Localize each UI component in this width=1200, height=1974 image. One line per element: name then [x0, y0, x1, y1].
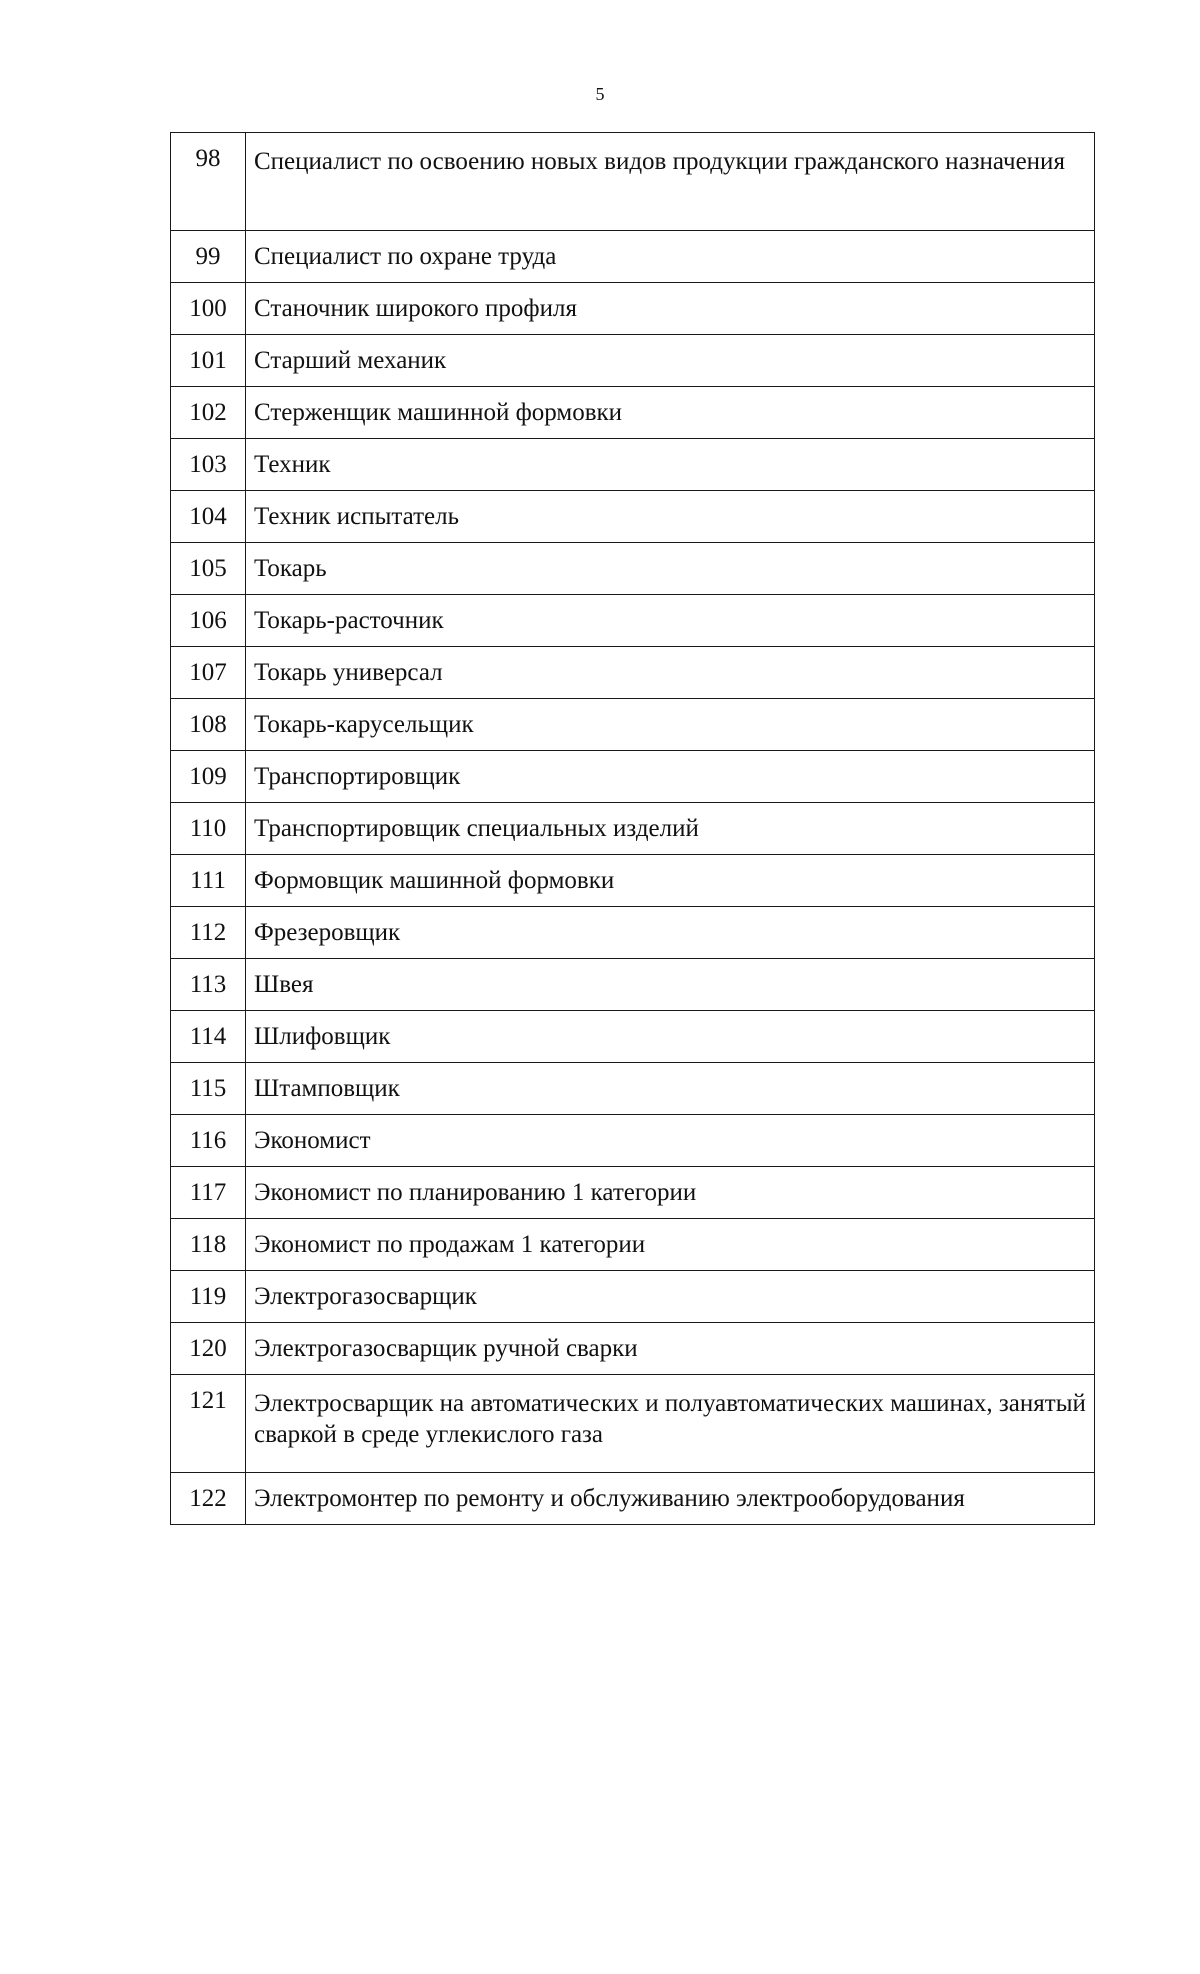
profession-name: Электросварщик на автоматических и полуавтоматических машинах, занятый сваркой в среде углекислого газа [246, 1375, 1095, 1473]
row-number: 102 [171, 387, 246, 439]
profession-name: Специалист по охране труда [246, 231, 1095, 283]
table-row [171, 231, 1095, 283]
profession-name: Электрогазосварщик ручной сварки [246, 1323, 1095, 1375]
row-number: 116 [171, 1115, 246, 1167]
table-row [171, 1011, 1095, 1063]
row-number: 110 [171, 803, 246, 855]
profession-name: Токарь-карусельщик [246, 699, 1095, 751]
table-row [171, 439, 1095, 491]
table-row [171, 1115, 1095, 1167]
profession-name: Специалист по освоению новых видов продукции гражданского назначения [246, 133, 1095, 231]
table-row [171, 133, 1095, 231]
profession-name: Стерженщик машинной формовки [246, 387, 1095, 439]
row-number: 117 [171, 1167, 246, 1219]
table-row [171, 1323, 1095, 1375]
profession-name: Токарь [246, 543, 1095, 595]
row-number: 109 [171, 751, 246, 803]
profession-name: Станочник широкого профиля [246, 283, 1095, 335]
table-row [171, 751, 1095, 803]
table-row [171, 699, 1095, 751]
row-number: 105 [171, 543, 246, 595]
row-number: 114 [171, 1011, 246, 1063]
table-row [171, 803, 1095, 855]
table-row [171, 1271, 1095, 1323]
row-number: 113 [171, 959, 246, 1011]
table-row [171, 959, 1095, 1011]
profession-name: Старший механик [246, 335, 1095, 387]
profession-name: Техник испытатель [246, 491, 1095, 543]
profession-name: Экономист [246, 1115, 1095, 1167]
profession-name: Швея [246, 959, 1095, 1011]
row-number: 108 [171, 699, 246, 751]
profession-name: Экономист по планированию 1 категории [246, 1167, 1095, 1219]
table-row [171, 283, 1095, 335]
profession-name: Электромонтер по ремонту и обслуживанию электрооборудования [246, 1473, 1095, 1525]
row-number: 104 [171, 491, 246, 543]
row-number: 112 [171, 907, 246, 959]
table-row [171, 335, 1095, 387]
table-row [171, 1219, 1095, 1271]
table-row [171, 491, 1095, 543]
row-number: 100 [171, 283, 246, 335]
row-number: 111 [171, 855, 246, 907]
row-number: 106 [171, 595, 246, 647]
profession-name: Шлифовщик [246, 1011, 1095, 1063]
row-number: 103 [171, 439, 246, 491]
profession-name: Токарь универсал [246, 647, 1095, 699]
table-row [171, 1063, 1095, 1115]
profession-name: Электрогазосварщик [246, 1271, 1095, 1323]
profession-name: Экономист по продажам 1 категории [246, 1219, 1095, 1271]
row-number: 122 [171, 1473, 246, 1525]
professions-table [170, 132, 1095, 1525]
row-number: 121 [171, 1375, 246, 1473]
profession-name: Техник [246, 439, 1095, 491]
table-row [171, 387, 1095, 439]
table-row [171, 1375, 1095, 1473]
table-row [171, 855, 1095, 907]
row-number: 98 [171, 133, 246, 231]
row-number: 120 [171, 1323, 246, 1375]
profession-name: Транспортировщик специальных изделий [246, 803, 1095, 855]
table-row [171, 1473, 1095, 1525]
profession-name: Формовщик машинной формовки [246, 855, 1095, 907]
profession-name: Фрезеровщик [246, 907, 1095, 959]
row-number: 119 [171, 1271, 246, 1323]
table-row [171, 1167, 1095, 1219]
table-row [171, 647, 1095, 699]
row-number: 101 [171, 335, 246, 387]
profession-name: Штамповщик [246, 1063, 1095, 1115]
row-number: 99 [171, 231, 246, 283]
profession-name: Транспортировщик [246, 751, 1095, 803]
page-number: 5 [595, 84, 605, 104]
row-number: 115 [171, 1063, 246, 1115]
profession-name: Токарь-расточник [246, 595, 1095, 647]
row-number: 118 [171, 1219, 246, 1271]
table-row [171, 595, 1095, 647]
table-row [171, 907, 1095, 959]
row-number: 107 [171, 647, 246, 699]
table-row [171, 543, 1095, 595]
